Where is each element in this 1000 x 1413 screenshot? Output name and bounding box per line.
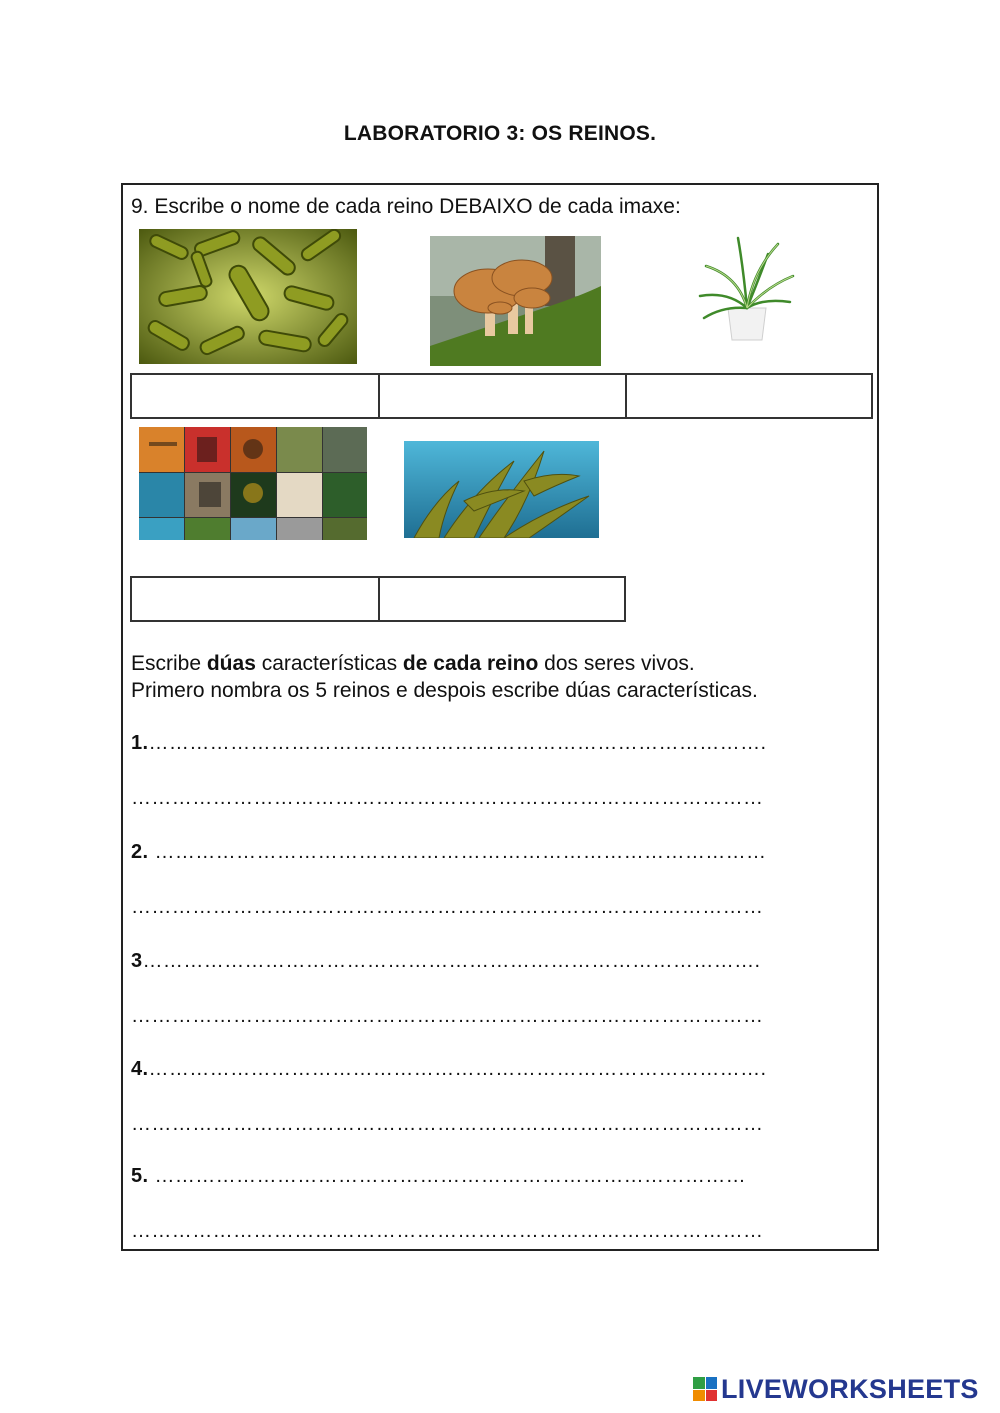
item-number: 4.	[131, 1058, 149, 1080]
answer-row-2	[130, 576, 626, 622]
instructions-line-1	[131, 650, 695, 678]
page-title: LABORATORIO 3: OS REINOS.	[343, 122, 657, 145]
item-number: 1.	[131, 732, 149, 754]
instr-bold-reino: de cada reino	[402, 652, 539, 675]
answer-box-algae[interactable]	[380, 578, 624, 620]
answer-box-mushrooms[interactable]	[380, 375, 627, 417]
plant-image	[698, 236, 796, 342]
question-text: 9. Escribe o nome de cada reino DEBAIXO de cada imaxe:	[131, 195, 681, 218]
instructions-line-2: Primero nombra os 5 reinos e despois escribe dúas características.	[131, 679, 758, 702]
animals-collage-image	[139, 427, 367, 540]
instr-bold-duas: dúas	[206, 652, 256, 675]
mushrooms-image	[430, 236, 601, 366]
item-3-line-1[interactable]	[131, 950, 761, 973]
bacteria-image	[139, 229, 357, 364]
item-number: 3	[131, 950, 143, 972]
brand-name: LIVEWORKSHEETS	[721, 1373, 979, 1404]
item-4-line-1[interactable]	[131, 1058, 766, 1081]
answer-row-1	[130, 373, 873, 419]
algae-image	[404, 441, 599, 538]
liveworksheets-logo[interactable]	[693, 1372, 979, 1406]
item-5-line-1[interactable]	[131, 1165, 746, 1188]
instr-part: características	[255, 652, 403, 675]
answer-box-plant[interactable]	[627, 375, 871, 417]
item-3-line-2[interactable]: …………………………………………………………………………………	[131, 1005, 764, 1027]
item-number: 2.	[131, 841, 149, 863]
dotted-line: ……………………………………………………………………………….	[148, 1058, 767, 1080]
item-number: 5.	[131, 1165, 149, 1187]
item-2-line-2[interactable]: …………………………………………………………………………………	[131, 896, 764, 918]
dotted-line: ……………………………………………………………………………….	[142, 950, 761, 972]
item-4-line-2[interactable]: …………………………………………………………………………………	[131, 1113, 764, 1135]
item-2-line-1[interactable]	[131, 841, 766, 864]
instr-part: Escribe	[131, 652, 207, 675]
dotted-line: ………………………………………………………………………………	[148, 841, 767, 863]
item-1-line-1[interactable]	[131, 732, 766, 755]
dotted-line: ……………………………………………………………………………	[148, 1165, 747, 1187]
item-5-line-2[interactable]: …………………………………………………………………………………	[131, 1220, 764, 1242]
item-1-line-2[interactable]: …………………………………………………………………………………	[131, 787, 764, 809]
instr-part: dos seres vivos.	[538, 652, 695, 675]
answer-box-animals[interactable]	[132, 578, 380, 620]
dotted-line: ……………………………………………………………………………….	[148, 732, 767, 754]
answer-box-bacteria[interactable]	[132, 375, 380, 417]
liveworksheets-icon	[693, 1377, 717, 1401]
